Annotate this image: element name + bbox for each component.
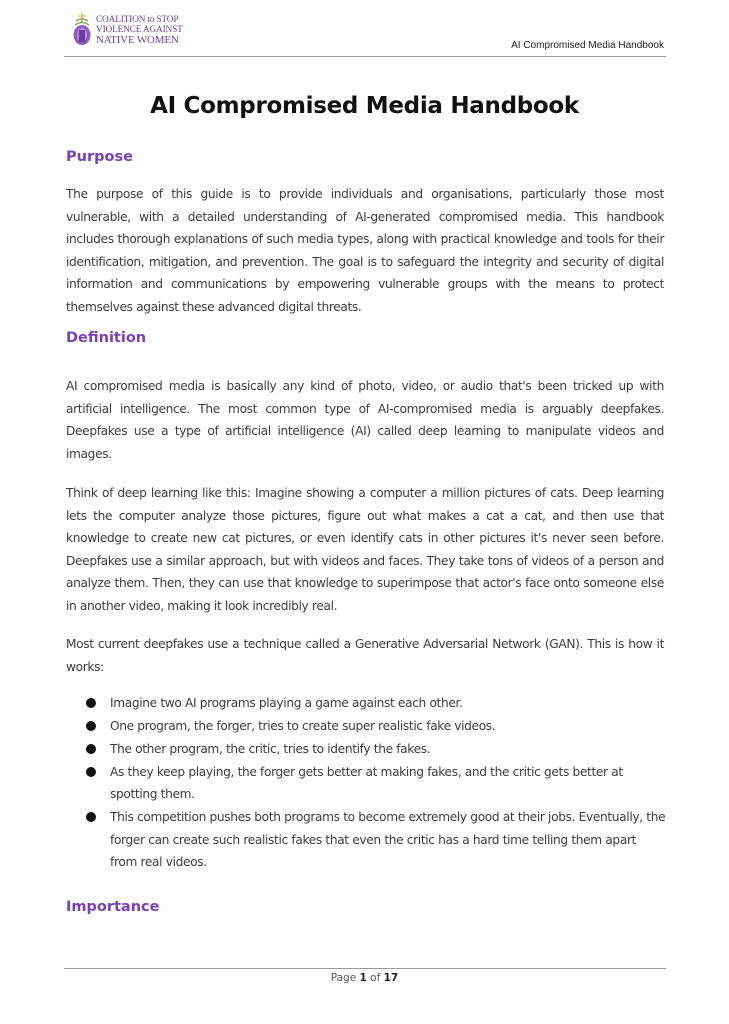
logo-wordmark: [96, 15, 183, 45]
logo-line-2: VIOLENCE AGAINST: [96, 25, 183, 35]
list-item: One program, the forger, tries to create super realistic fake videos.: [86, 715, 666, 738]
header-divider: [64, 56, 666, 57]
purpose-paragraph: The purpose of this guide is to provide individuals and organisations, particularly those most vulnerable, with a detailed understanding of AI-generated compromised media. This handbook includes thorough explanations of such media types, along with practical knowledge and tools for their identification, mitigation, and prevention. The goal is to safeguard the integrity and security of digital information and communications by empowering vulnerable groups with the means to protect themselves against these advanced digital threats.: [66, 187, 664, 314]
logo-line-1: COALITION to STOP: [96, 15, 179, 25]
page-header: [64, 12, 666, 58]
page-label: Page: [330, 972, 357, 984]
gan-bullet-list: [86, 692, 666, 874]
definition-paragraph-1: AI compromised media is basically any kind of photo, video, or audio that's been tricked up with artificial intelligence. The most common type of AI-compromised media is arguably deepfakes. Deepfakes use a type of artificial intelligence (AI) called deep learning to manipulate videos and images.: [66, 379, 664, 461]
footer-divider: [64, 968, 666, 969]
definition-paragraph-2: Think of deep learning like this: Imagine showing a computer a million pictures of cats. Deep learning lets the computer analyze those pictures, figure out what makes a cat a cat, and then use that knowledge to create new cat pictures, or even identify cats in other pictures it's never seen before. Deepfakes use a similar approach, but with videos and faces. They take tons of videos of a person and analyze them. Then, they can use that knowledge to superimpose that actor's face onto someone else in another video, making it look incredibly real.: [66, 486, 664, 613]
document-title: AI Compromised Media Handbook: [150, 93, 579, 119]
definition-paragraph-3: Most current deepfakes use a technique called a Generative Adversarial Network (GAN). This is how it works:: [66, 637, 664, 674]
section-heading-purpose: Purpose: [66, 149, 133, 165]
list-item: This competition pushes both programs to become extremely good at their jobs. Eventually, the forger can create such realistic fakes that even the critic has a hard time telling them apart from real videos.: [86, 806, 666, 874]
of-label: of: [370, 972, 381, 984]
bullet-icon: [86, 698, 96, 708]
bullet-icon: [86, 721, 96, 731]
bullet-icon: [86, 744, 96, 754]
logo-line-3: NATIVE WOMEN: [96, 34, 179, 46]
section-heading-importance: Importance: [66, 899, 160, 915]
total-pages: 17: [383, 972, 399, 984]
coalition-emblem-icon: [72, 12, 92, 48]
running-header-title: AI Compromised Media Handbook: [511, 40, 664, 51]
section-heading-definition: Definition: [66, 330, 147, 346]
bullet-icon: [86, 812, 96, 822]
bullet-icon: [86, 767, 96, 777]
organization-logo: [72, 12, 183, 48]
list-item: As they keep playing, the forger gets better at making fakes, and the critic gets better at spotting them.: [86, 761, 666, 806]
list-item: The other program, the critic, tries to identify the fakes.: [86, 738, 666, 761]
list-item: Imagine two AI programs playing a game against each other.: [86, 692, 666, 715]
current-page-number: 1: [359, 972, 367, 984]
page-footer: [0, 972, 729, 984]
